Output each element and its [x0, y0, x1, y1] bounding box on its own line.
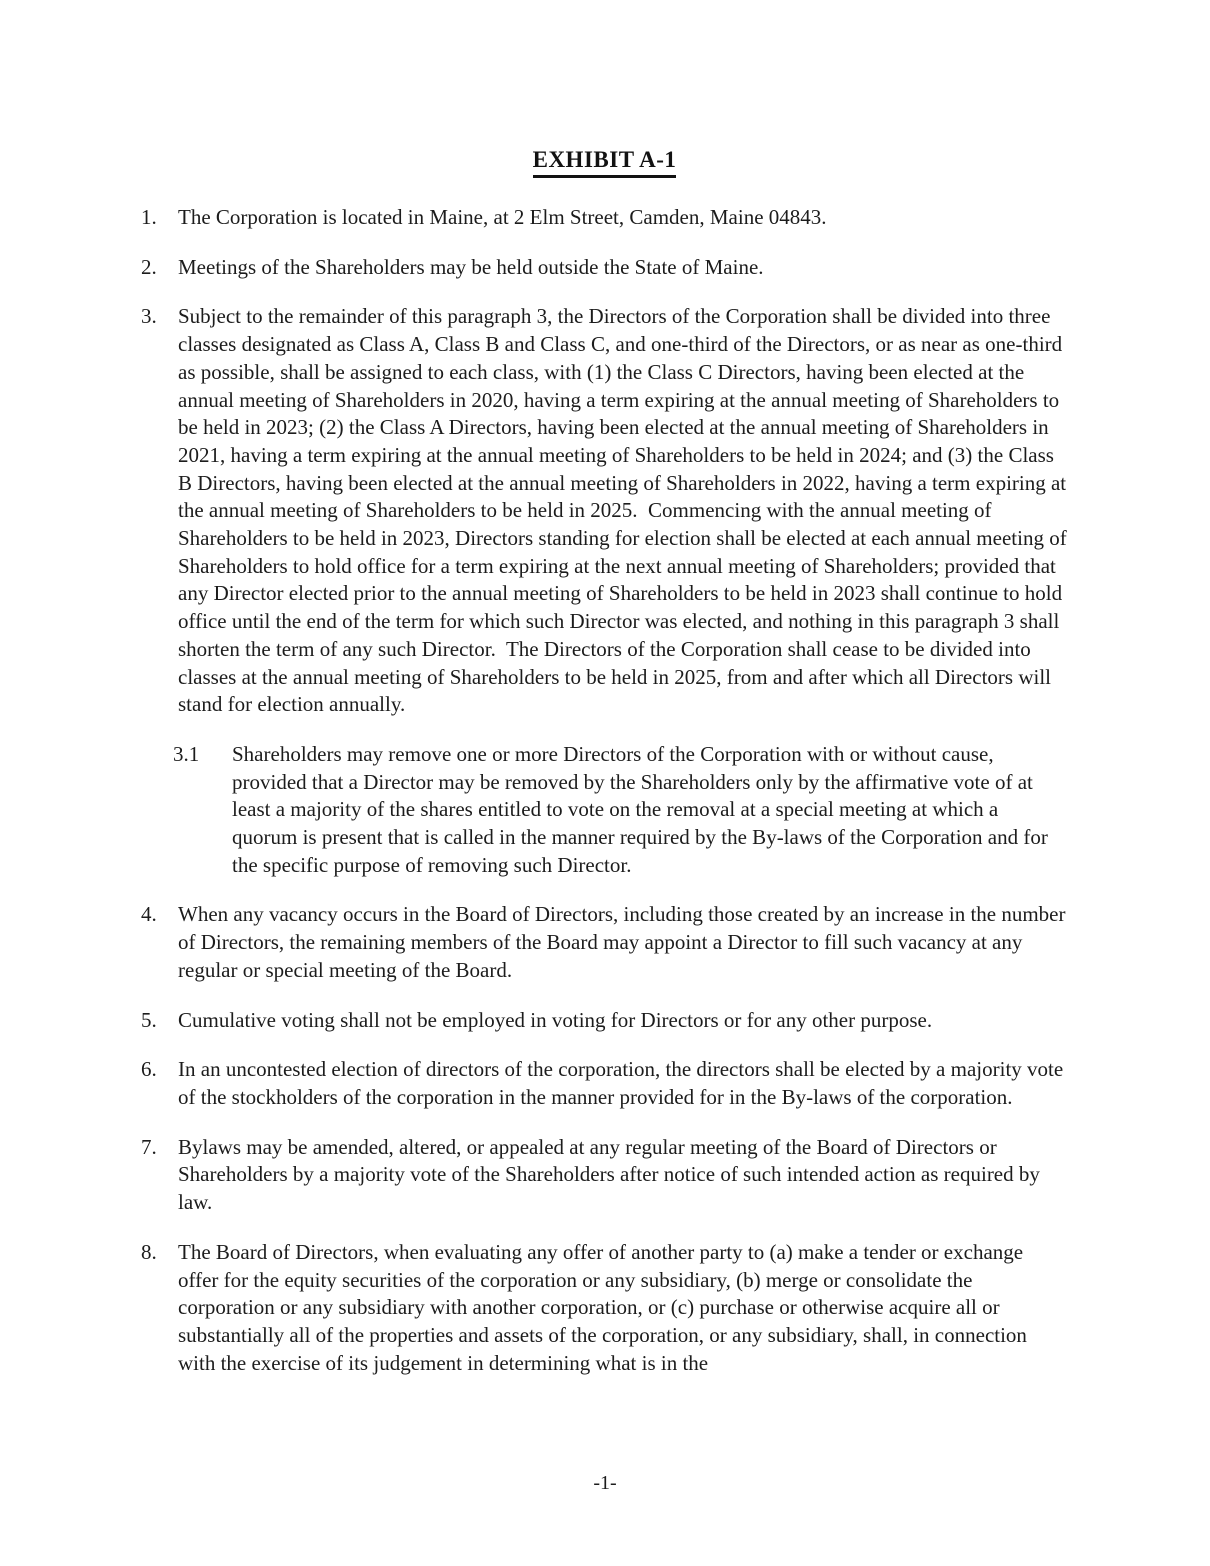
page-number: -1-: [593, 1472, 617, 1494]
list-item-7: [141, 1134, 1068, 1217]
list-item-3-1: [141, 741, 1068, 880]
item-text: Shareholders may remove one or more Directors of the Corporation with or without cause, provided that a Director may be removed by the Shareholders only by the affirmative vote of at least a majority of the shares entitled to vote on the removal at a special meeting at which a quorum is present that is called in the manner required by the By-laws of the Corporation and for the specific purpose of removing such Director.: [232, 741, 1054, 877]
numbered-list: [141, 204, 1072, 1377]
item-text: Cumulative voting shall not be employed in voting for Directors or for any other purpose.: [178, 1007, 933, 1032]
list-item-6: [141, 1056, 1068, 1111]
item-number: 7.: [141, 1134, 157, 1159]
item-number: 1.: [141, 205, 157, 229]
list-item-5: [141, 1007, 1068, 1035]
item-number: 4.: [141, 902, 157, 927]
item-number: 8.: [141, 1239, 157, 1264]
list-item-1: [141, 204, 1068, 232]
list-item-4: [141, 901, 1071, 984]
item-number: 3.1: [173, 741, 200, 766]
item-number: 2.: [141, 254, 157, 279]
item-text: The Corporation is located in Maine, at 2 Elm Street, Camden, Maine 04843.: [178, 205, 827, 229]
item-text: The Board of Directors, when evaluating any offer of another party to (a) make a tender or exchange offer for the equity securities of the corporation or any subsidiary, (b) merge or consolidate the corporation or any subsidiary with another corporation, or (c) purchase or otherwise acquire all or substantially all of the properties and assets of the corporation, or any subsidiary, shall, in connection with the exercise of its judgement in determining what is in the: [178, 1239, 1033, 1375]
item-text: Bylaws may be amended, altered, or appealed at any regular meeting of the Board of Directors or Shareholders by a majority vote of the Shareholders after notice of such intended action as required by law.: [178, 1134, 1046, 1215]
list-item-3: [141, 303, 1072, 719]
list-item-2: [141, 254, 1068, 282]
item-text: In an uncontested election of directors of the corporation, the directors shall be elected by a majority vote of the stockholders of the corporation in the manner provided for in the By-laws of the corporation.: [178, 1057, 1069, 1109]
item-text: Meetings of the Shareholders may be held outside the State of Maine.: [178, 254, 764, 279]
list-item-8: [141, 1239, 1068, 1378]
item-number: 6.: [141, 1057, 157, 1082]
item-number: 3.: [141, 304, 157, 329]
item-text: When any vacancy occurs in the Board of Directors, including those created by an increase in the number of Directors, the remaining members of the Board may appoint a Director to fill such vacancy at any regular or special meeting of the Board.: [178, 902, 1071, 982]
item-text: Subject to the remainder of this paragraph 3, the Directors of the Corporation shall be divided into three classes designated as Class A, Class B and Class C, and one-third of the Directors, or as near as one-third as possible, shall be assigned to each class, with (1) the Class C Directors, having been elected at the annual meeting of Shareholders in 2020, having a term expiring at the annual meeting of Shareholders to be held in 2023; (2) the Class A Directors, having been elected at the annual meeting of Shareholders in 2021, having a term expiring at the annual meeting of Shareholders to be held in 2024; and (3) the Class B Directors, having been elected at the annual meeting of Shareholders in 2022, having a term expiring at the annual meeting of Shareholders to be held in 2025. Commencing with the annual meeting of Shareholders to be held in 2023, Directors standing for election shall be elected at each annual meeting of Shareholders to hold office for a term expiring at the next annual meeting of Shareholders; provided that any Director elected prior to the annual meeting of Shareholders to be held in 2023 shall continue to hold office until the end of the term for which such Director was elected, and nothing in this paragraph 3 shall shorten the term of any such Director. The Directors of the Corporation shall cease to be divided into classes at the annual meeting of Shareholders to be held in 2025, from and after which all Directors will stand for election annually.: [178, 304, 1072, 717]
item-number: 5.: [141, 1007, 157, 1032]
exhibit-title-text: EXHIBIT A-1: [533, 146, 677, 178]
exhibit-title: [141, 146, 1068, 178]
